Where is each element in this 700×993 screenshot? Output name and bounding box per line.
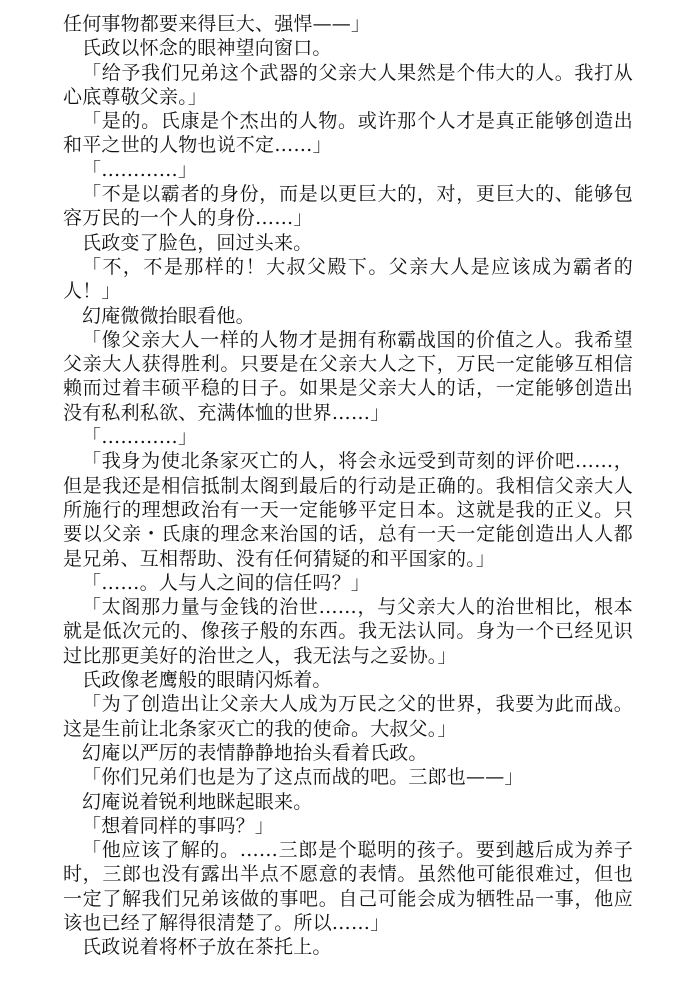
- paragraph-16: 「为了创造出让父亲大人成为万民之父的世界，我要为此而战。这是生前让北条家灭亡的我的使命。大叔父。」: [63, 693, 633, 740]
- paragraph-5: 「…………」: [82, 158, 198, 181]
- paragraph-22: 氏政说着将杯子放在茶托上。: [82, 936, 332, 959]
- paragraph-2: 氏政以怀念的眼神望向窗口。: [82, 37, 332, 60]
- paragraph-11: 「…………」: [82, 426, 198, 449]
- paragraph-4: 「是的。氏康是个杰出的人物。或许那个人才是真正能够创造出和平之世的人物也说不定……」: [63, 110, 633, 157]
- paragraph-14: 「太阁那力量与金钱的治世……，与父亲大人的治世相比，根本就是低次元的、像孩子般的东西。我无法认同。身为一个已经见识过比那更美好的治世之人，我无法与之妥协。」: [63, 596, 633, 667]
- paragraph-9: 幻庵微微抬眼看他。: [82, 304, 255, 327]
- paragraph-6: 「不是以霸者的身份，而是以更巨大的，对，更巨大的、能够包容万民的一个人的身份……」: [63, 183, 633, 230]
- paragraph-20: 「想着同样的事吗？」: [82, 814, 275, 837]
- paragraph-8: 「不，不是那样的！大叔父殿下。父亲大人是应该成为霸者的人！」: [63, 255, 633, 303]
- paragraph-19: 幻庵说着锐利地眯起眼来。: [82, 790, 313, 813]
- paragraph-15: 氏政像老鹰般的眼睛闪烁着。: [82, 669, 332, 692]
- paragraph-1: 任何事物都要来得巨大、强悍——」: [63, 13, 371, 35]
- paragraph-21: 「他应该了解的。……三郎是个聪明的孩子。要到越后成为养子时，三郎也没有露出半点不愿意的表情。虽然他可能很难过，但也一定了解我们兄弟该做的事吧。自己可能会成为牺牲品一事，他应该也已经了解得很清楚了。所以……」: [63, 839, 633, 934]
- paragraph-7: 氏政变了脸色，回过头来。: [82, 231, 313, 254]
- document-page: [63, 12, 633, 960]
- paragraph-18: 「你们兄弟们也是为了这点而战的吧。三郎也——」: [82, 766, 524, 789]
- paragraph-3: 「给予我们兄弟这个武器的父亲大人果然是个伟大的人。我打从心底尊敬父亲。」: [63, 61, 633, 108]
- paragraph-12: 「我身为使北条家灭亡的人，将会永远受到苛刻的评价吧……，但是我还是相信抵制太阁到最后的行动是正确的。我相信父亲大人所施行的理想政治有一天一定能够平定日本。这就是我的正义。只要以父亲・氏康的理念来治国的话，总有一天一定能创造出人人都是兄弟、互相帮助、没有任何猜疑的和平国家的。」: [63, 450, 633, 570]
- paragraph-17: 幻庵以严厉的表情静静地抬头看着氏政。: [82, 741, 428, 764]
- paragraph-10: 「像父亲大人一样的人物才是拥有称霸战国的价值之人。我希望父亲大人获得胜利。只要是在父亲大人之下，万民一定能够互相信赖而过着丰硕平稳的日子。如果是父亲大人的话，一定能够创造出没有私利私欲、充满体恤的世界……」: [63, 328, 633, 424]
- paragraph-13: 「……。人与人之间的信任吗？」: [82, 571, 371, 594]
